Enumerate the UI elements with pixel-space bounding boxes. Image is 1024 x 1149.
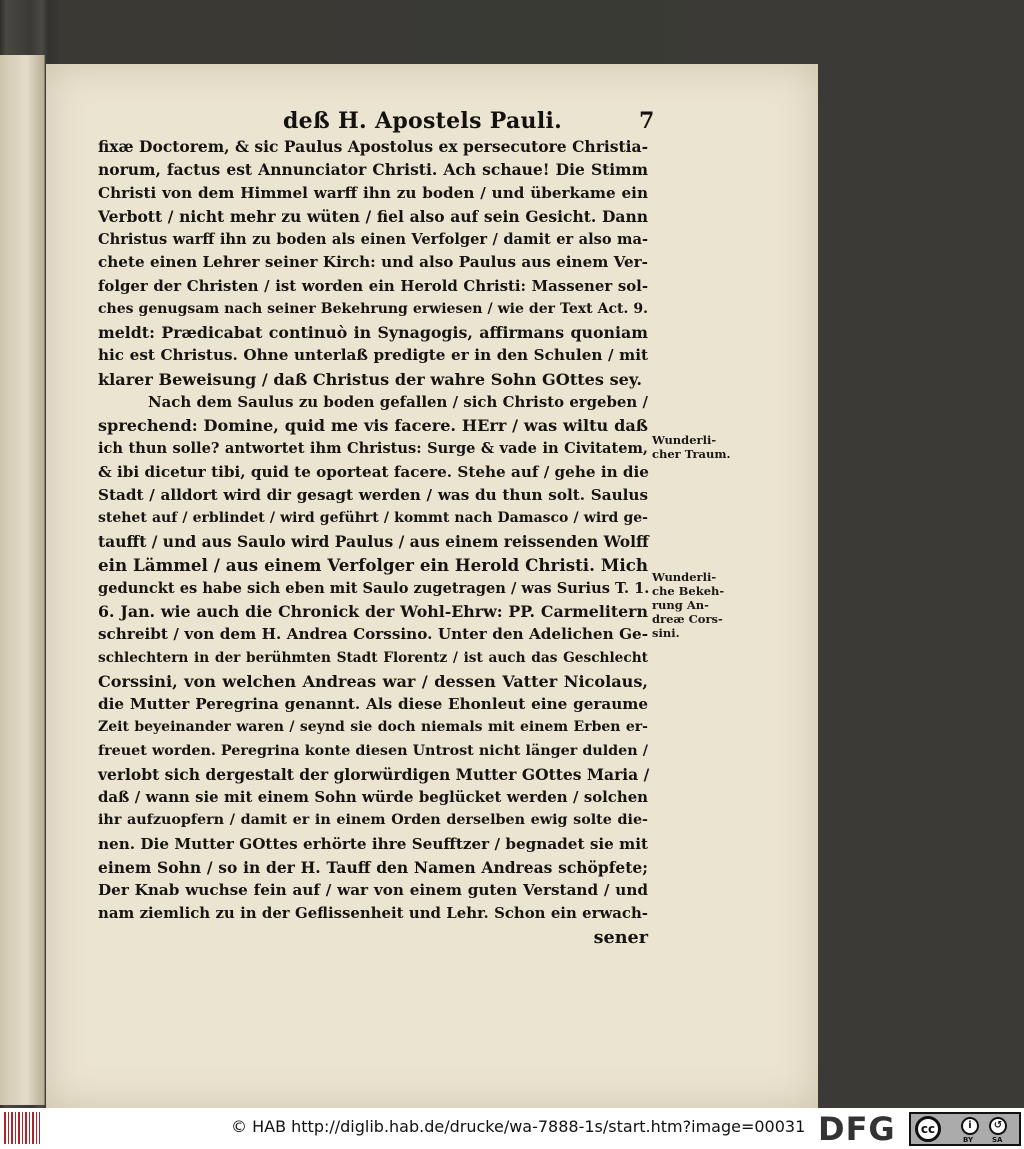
text-line: & ibi dicetur tibi, quid te oporteat facere. Stehe auf / gehe in die — [98, 462, 649, 481]
body-text — [98, 135, 648, 949]
text-line: Der Knab wuchse fein auf / war von einem guten Verstand / und — [98, 881, 648, 899]
share-alike-icon: ↺ — [989, 1117, 1007, 1135]
margin-note-line: cher Traum. — [652, 447, 731, 461]
text-line: gedunckt es habe sich eben mit Saulo zugetragen / was Surius T. 1. — [98, 579, 650, 597]
text-line: einem Sohn / so in der H. Tauff den Namen Andreas schöpfete; — [98, 857, 648, 877]
text-line: ein Lämmel / aus einem Verfolger ein Herold Christi. Mich — [98, 554, 648, 575]
text-line: meldt: Prædicabat continuò in Synagogis, affirmans quoniam — [98, 323, 648, 342]
margin-note-line: rung An- — [652, 598, 709, 612]
cc-license-badge[interactable] — [909, 1112, 1021, 1146]
text-line: 6. Jan. wie auch die Chronick der Wohl-Ehrw: PP. Carmelitern — [98, 602, 648, 621]
text-line: Christus warff ihn zu boden als einen Verfolger / damit er also ma- — [98, 231, 648, 248]
margin-note-line: sini. — [652, 626, 680, 640]
margin-note-conversion — [652, 570, 732, 640]
margin-note-line: dreæ Cors- — [652, 612, 723, 626]
text-line: Corssini, von welchen Andreas war / dessen Vatter Nicolaus, — [98, 671, 648, 691]
sa-label: SA — [992, 1136, 1003, 1144]
text-line: Stadt / alldort wird dir gesagt werden / was du thun solt. Saulus — [98, 485, 648, 504]
text-line: klarer Beweisung / daß Christus der wahre Sohn GOttes sey. — [98, 369, 642, 389]
text-line: freuet worden. Peregrina konte diesen Untrost nicht länger dulden / — [98, 742, 648, 759]
barcode-icon[interactable] — [4, 1112, 40, 1144]
margin-note-line: Wunderli- — [652, 433, 717, 447]
text-line: chete einen Lehrer seiner Kirch: und also Paulus aus einem Ver- — [98, 253, 648, 272]
text-line: fixæ Doctorem, & sic Paulus Apostolus ex persecutore Christia- — [98, 137, 648, 156]
text-line: schlechtern in der berühmten Stadt Florentz / ist auch das Geschlecht — [98, 649, 648, 666]
text-line: Zeit beyeinander waren / seynd sie doch niemals mit einem Erben er- — [98, 719, 648, 736]
cc-icon: cc — [915, 1116, 941, 1142]
by-label: BY — [963, 1136, 974, 1144]
text-line: folger der Christen / ist worden ein Herold Christi: Massener sol- — [98, 276, 648, 295]
margin-note-line: Wunderli- — [652, 570, 717, 584]
previous-page-edge — [0, 55, 45, 1105]
text-line: daß / wann sie mit einem Sohn würde beglücket werden / solchen — [98, 788, 648, 806]
margin-note-line: che Bekeh- — [652, 584, 725, 598]
text-line: sprechend: Domine, quid me vis facere. HErr / was wiltu daß — [98, 416, 648, 435]
text-line: die Mutter Peregrina genannt. Als diese Ehonleut eine geraume — [98, 695, 648, 713]
text-line: schreibt / von dem H. Andrea Corssino. Unter den Adelichen Ge- — [98, 625, 648, 644]
text-line: taufft / und aus Saulo wird Paulus / aus einem reissenden Wolff — [98, 532, 649, 552]
text-line: stehet auf / erblindet / wird geführt / kommt nach Damasco / wird ge- — [98, 510, 648, 526]
text-line: nen. Die Mutter GOttes erhörte ihre Seufftzer / begnadet sie mit — [98, 834, 648, 853]
running-title: deß H. Apostels Pauli. — [283, 108, 563, 134]
text-line: ches genugsam nach seiner Bekehrung erwiesen / wie der Text Act. 9. — [98, 300, 648, 317]
text-line: norum, factus est Annunciator Christi. Ach schaue! Die Stimm — [98, 160, 648, 180]
dfg-logo[interactable]: DFG — [818, 1110, 896, 1148]
text-line: verlobt sich dergestalt der glorwürdigen Mutter GOttes Maria / — [98, 764, 650, 784]
text-line: Christi von dem Himmel warff ihn zu boden / und überkame ein — [98, 183, 648, 202]
text-line: Nach dem Saulus zu boden gefallen / sich Christo ergeben / — [148, 392, 648, 411]
text-line: Verbott / nicht mehr zu wüten / fiel also auf sein Gesicht. Dann — [98, 206, 648, 226]
page-number: 7 — [639, 108, 655, 134]
text-line: hic est Christus. Ohne unterlaß predigte er in den Schulen / mit — [98, 346, 648, 365]
text-line: ihr aufzuopfern / damit er in einem Orden derselben ewig solte die- — [98, 812, 648, 829]
text-line: nam ziemlich zu in der Geflissenheit und Lehr. Schon ein erwach- — [98, 904, 648, 923]
text-line: ich thun solle? antwortet ihm Christus: Surge & vade in Civitatem, — [98, 440, 648, 458]
margin-note-dream — [652, 433, 732, 461]
source-link[interactable]: © HAB http://diglib.hab.de/drucke/wa-7888-1s/start.htm?image=00031 — [231, 1117, 806, 1136]
person-icon: i — [961, 1117, 979, 1135]
catchword: sener — [593, 926, 648, 948]
viewer-footer — [0, 1108, 1024, 1149]
